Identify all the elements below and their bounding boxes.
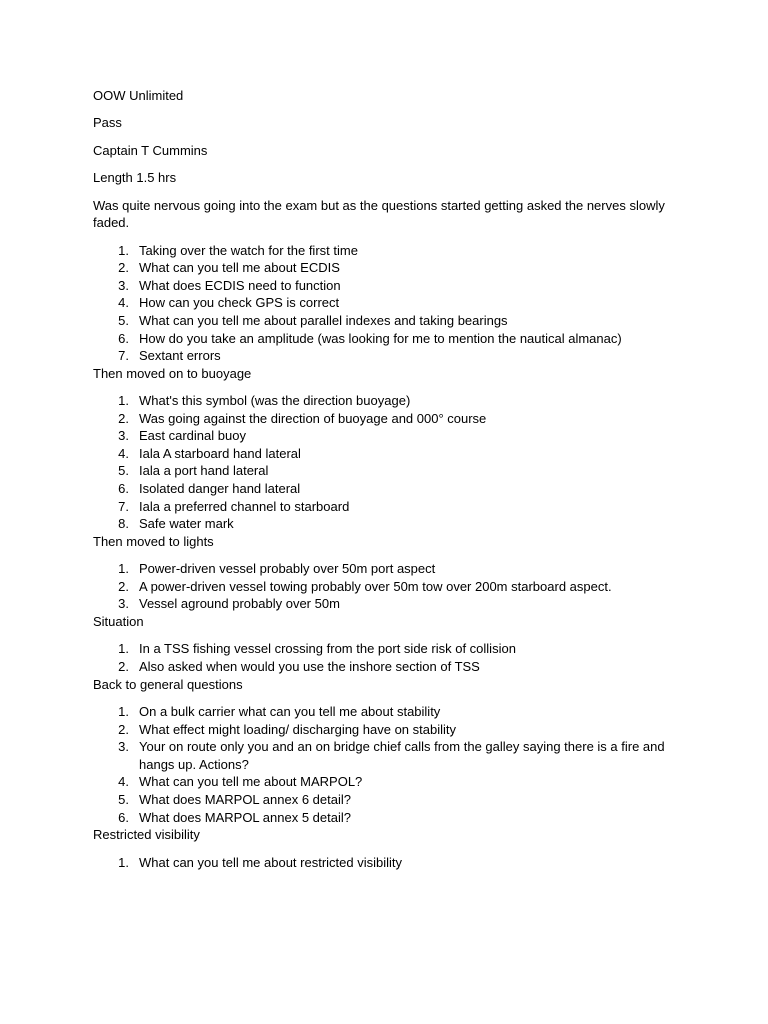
question-list-buoyage	[93, 392, 673, 533]
list-item: 5. What does MARPOL annex 6 detail?	[118, 791, 351, 807]
list-item: 2. Also asked when would you use the inshore section of TSS	[118, 659, 480, 674]
list-item: 1. What's this symbol (was the direction buoyage)	[118, 393, 411, 409]
list-item: 8. Safe water mark	[118, 516, 234, 532]
list-item: 5. What can you tell me about parallel indexes and taking bearings	[118, 312, 508, 328]
list-item: 3. What does ECDIS need to function	[118, 277, 341, 293]
list-item: 3. Vessel aground probably over 50m	[118, 596, 340, 612]
list-item: 4. How can you check GPS is correct	[118, 295, 340, 311]
list-item: 4. What can you tell me about MARPOL?	[118, 774, 363, 790]
list-item: 3. East cardinal buoy	[118, 428, 246, 444]
list-item: 2. A power-driven vessel towing probably over 50m tow over 200m starboard aspect.	[118, 578, 612, 594]
list-item: 1. Power-driven vessel probably over 50m port aspect	[118, 561, 436, 577]
exam-length: Length 1.5 hrs	[93, 170, 177, 186]
section-heading-general: Back to general questions	[93, 676, 243, 692]
doc-title: OOW Unlimited	[93, 88, 184, 103]
list-item: 1. On a bulk carrier what can you tell me about stability	[118, 703, 441, 719]
question-list-general	[93, 703, 673, 826]
list-item: 3. Your on route only you and an on bridge chief calls from the galley saying there is a fire and hangs up. Actions?	[118, 739, 665, 772]
question-list-lights	[93, 560, 673, 613]
list-item: 1. What can you tell me about restricted visibility	[118, 854, 402, 870]
list-item: 7. Sextant errors	[118, 348, 221, 364]
intro-paragraph: Was quite nervous going into the exam but as the questions started getting asked the nerves slowly faded.	[93, 197, 665, 231]
question-list-situation	[93, 640, 673, 675]
list-item: 5. Iala a port hand lateral	[118, 463, 269, 479]
list-item: 4. Iala A starboard hand lateral	[118, 445, 301, 461]
list-item: 6. What does MARPOL annex 5 detail?	[118, 809, 351, 825]
list-item: 1. In a TSS fishing vessel crossing from the port side risk of collision	[118, 641, 516, 657]
list-item: 2. What effect might loading/ discharging have on stability	[118, 721, 456, 737]
list-item: 6. Isolated danger hand lateral	[118, 481, 301, 497]
exam-result: Pass	[93, 115, 122, 131]
list-item: 6. How do you take an amplitude (was looking for me to mention the nautical almanac)	[118, 330, 622, 346]
document-page	[93, 87, 673, 871]
section-heading-buoyage: Then moved on to buoyage	[93, 365, 252, 381]
section-heading-restricted-visibility: Restricted visibility	[93, 827, 200, 843]
list-item: 2. What can you tell me about ECDIS	[118, 260, 340, 276]
examiner-name: Captain T Cummins	[93, 142, 208, 158]
section-heading-lights: Then moved to lights	[93, 533, 214, 549]
section-heading-situation: Situation	[93, 614, 144, 630]
question-list-restricted-visibility	[93, 854, 673, 872]
list-item: 2. Was going against the direction of buoyage and 000° course	[118, 410, 487, 426]
list-item: 7. Iala a preferred channel to starboard	[118, 498, 350, 514]
question-list-navigation	[93, 242, 673, 365]
list-item: 1. Taking over the watch for the first time	[118, 242, 358, 258]
